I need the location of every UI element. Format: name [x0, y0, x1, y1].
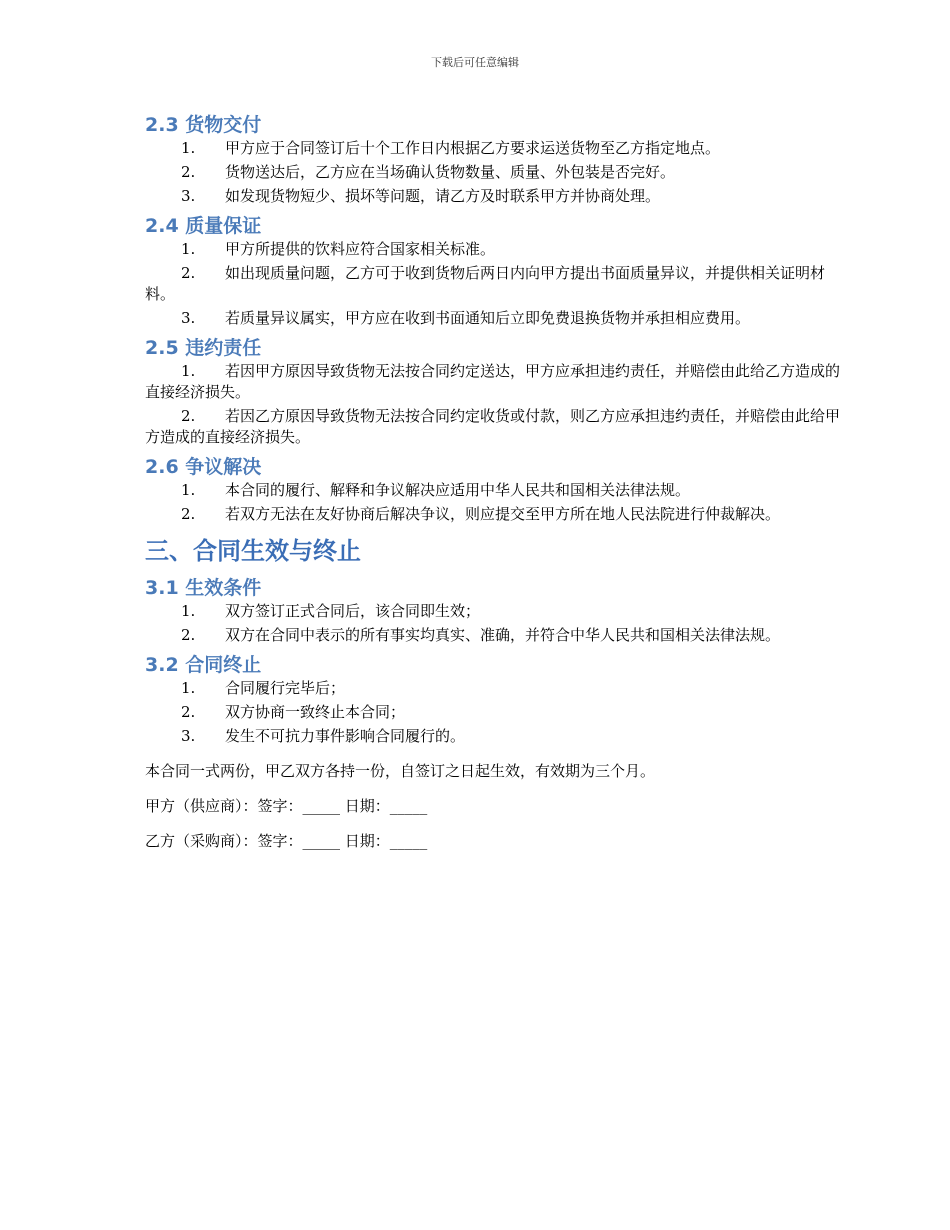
list-item	[145, 263, 840, 305]
list-item	[145, 138, 840, 159]
list-number: 1.	[181, 139, 196, 157]
section-list-2-5	[145, 361, 840, 448]
list-item	[145, 625, 840, 646]
list-number: 1.	[181, 240, 196, 258]
list-text: 若因乙方原因导致货物无法按合同约定收货或付款，则乙方应承担违约责任，并赔偿由此给甲方造成的直接经济损失。	[145, 407, 841, 446]
list-item	[145, 601, 840, 622]
list-item	[145, 504, 840, 525]
list-item	[145, 678, 840, 699]
list-text: 双方在合同中表示的所有事实均真实、准确，并符合中华人民共和国相关法律法规。	[225, 626, 781, 644]
list-item	[145, 480, 840, 501]
section-title-2-4: 2.4 质量保证	[145, 215, 262, 237]
list-text: 如发现货物短少、损坏等问题，请乙方及时联系甲方并协商处理。	[225, 187, 661, 205]
list-item	[145, 308, 840, 329]
list-number: 2.	[181, 163, 196, 181]
list-item	[145, 361, 840, 403]
list-item	[145, 406, 840, 448]
section-title-3-1: 3.1 生效条件	[145, 577, 262, 599]
list-number: 1.	[181, 602, 196, 620]
list-number: 1.	[181, 481, 196, 499]
list-text: 合同履行完毕后；	[225, 679, 346, 697]
section-title-2-6: 2.6 争议解决	[145, 456, 262, 478]
document-body	[145, 112, 840, 852]
list-item	[145, 186, 840, 207]
section-title-3-2: 3.2 合同终止	[145, 654, 262, 676]
list-text: 本合同的履行、解释和争议解决应适用中华人民共和国相关法律法规。	[225, 481, 691, 499]
section-list-2-6	[145, 480, 840, 525]
list-number: 1.	[181, 362, 196, 380]
list-text: 甲方应于合同签订后十个工作日内根据乙方要求运送货物至乙方指定地点。	[225, 139, 721, 157]
list-item	[145, 726, 840, 747]
list-number: 2.	[181, 505, 196, 523]
list-text: 若因甲方原因导致货物无法按合同约定送达，甲方应承担违约责任，并赔偿由此给乙方造成的直接经济损失。	[145, 362, 841, 401]
list-item	[145, 162, 840, 183]
section-title-2-3: 2.3 货物交付	[145, 114, 262, 136]
signature-line-party-a: 甲方（供应商）：签字：_____ 日期：_____	[145, 797, 428, 815]
section-list-3-1	[145, 601, 840, 646]
list-text: 若质量异议属实，甲方应在收到书面通知后立即免费退换货物并承担相应费用。	[225, 309, 751, 327]
signature-line-party-b: 乙方（采购商）：签字：_____ 日期：_____	[145, 832, 428, 850]
list-number: 3.	[181, 309, 196, 327]
section-list-3-2	[145, 678, 840, 747]
list-text: 货物送达后，乙方应在当场确认货物数量、质量、外包装是否完好。	[225, 163, 676, 181]
list-item	[145, 239, 840, 260]
list-number: 2.	[181, 407, 196, 425]
list-number: 2.	[181, 703, 196, 721]
list-text: 发生不可抗力事件影响合同履行的。	[225, 727, 466, 745]
list-number: 2.	[181, 626, 196, 644]
header-note: 下载后可任意编辑	[431, 56, 519, 69]
list-number: 3.	[181, 727, 196, 745]
list-text: 如出现质量问题，乙方可于收到货物后两日内向甲方提出书面质量异议，并提供相关证明材料。	[145, 264, 826, 303]
list-number: 3.	[181, 187, 196, 205]
list-text: 若双方无法在友好协商后解决争议，则应提交至甲方所在地人民法院进行仲裁解决。	[225, 505, 781, 523]
list-text: 双方签订正式合同后，该合同即生效；	[225, 602, 481, 620]
list-number: 1.	[181, 679, 196, 697]
chapter-title-3: 三、合同生效与终止	[145, 537, 361, 565]
list-item	[145, 702, 840, 723]
closing-paragraph: 本合同一式两份，甲乙双方各持一份，自签订之日起生效，有效期为三个月。	[145, 762, 656, 780]
section-title-2-5: 2.5 违约责任	[145, 337, 262, 359]
list-text: 甲方所提供的饮料应符合国家相关标准。	[225, 240, 496, 258]
list-text: 双方协商一致终止本合同；	[225, 703, 406, 721]
section-list-2-4	[145, 239, 840, 329]
list-number: 2.	[181, 264, 196, 282]
section-list-2-3	[145, 138, 840, 207]
